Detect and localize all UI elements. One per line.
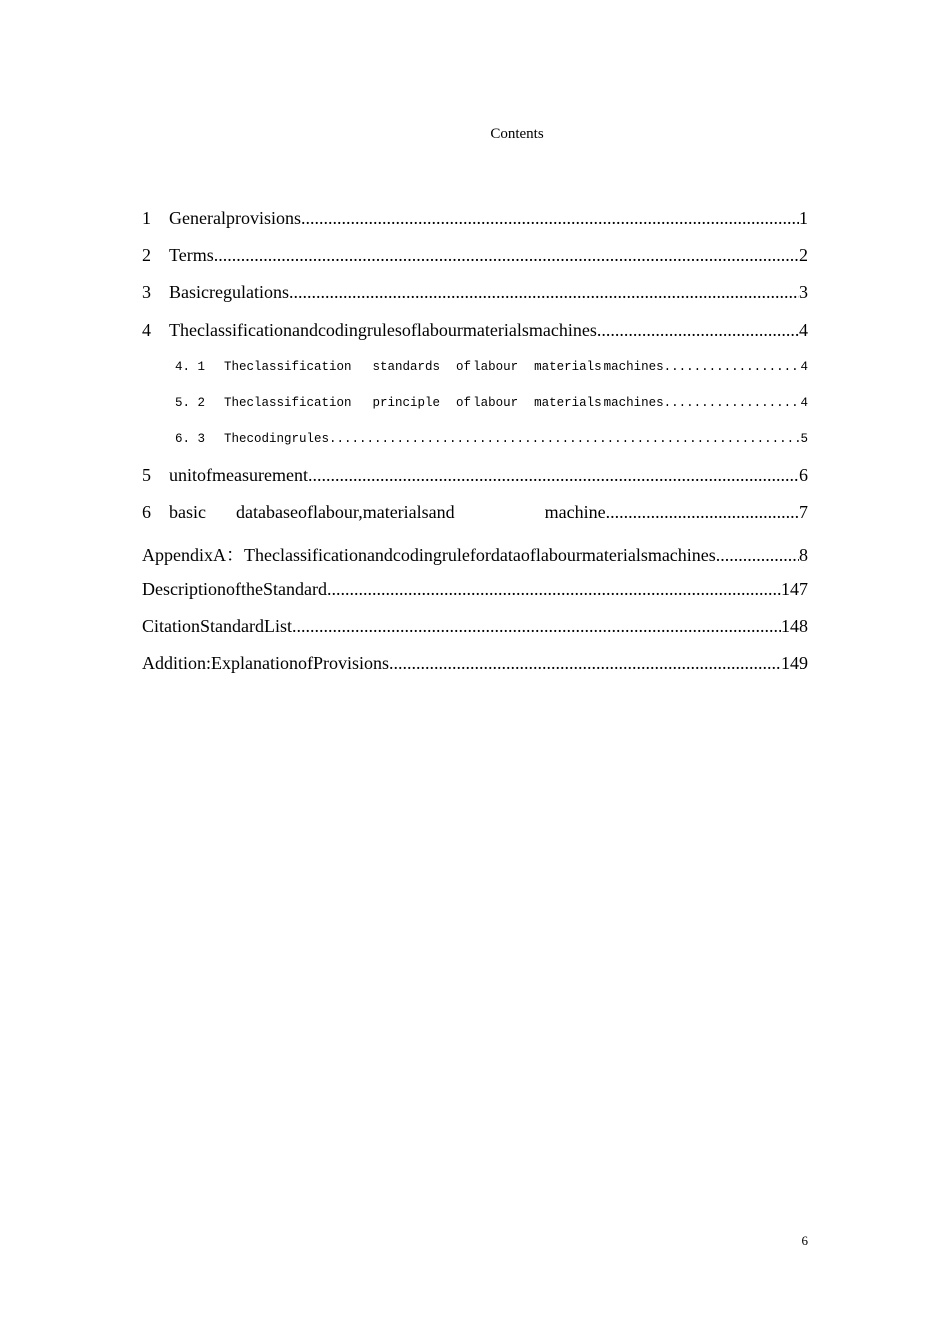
toc-appendix-page: 148 <box>781 616 808 636</box>
page-title: Contents <box>490 126 544 142</box>
dot-leader <box>214 245 799 266</box>
toc-appendix-a[interactable] <box>142 541 808 565</box>
toc-subentry-coding-rules[interactable] <box>175 432 808 450</box>
label-word: labour <box>473 360 519 374</box>
label-word: Theclassification <box>224 396 352 410</box>
toc-subentry-label <box>224 396 664 410</box>
label-word: machine <box>544 502 606 522</box>
toc-citation-standard-list[interactable] <box>142 616 808 640</box>
dot-leader <box>606 502 799 523</box>
label-word: principle <box>372 396 441 410</box>
toc-entry-label: Generalprovisions <box>169 208 301 228</box>
toc-appendix-label: AppendixA：Theclassificationandcodingrulefordataoflabourmaterialsmachines <box>142 545 716 565</box>
dot-leader <box>716 545 799 565</box>
toc-entry-terms[interactable] <box>142 245 808 269</box>
label-word: labour <box>473 396 519 410</box>
toc-entry-label: unitofmeasurement <box>169 465 308 485</box>
label-word: standards <box>372 360 441 374</box>
toc-entry-page: 3 <box>799 282 808 302</box>
label-word: Theclassification <box>224 360 352 374</box>
toc-entry-number: 2 <box>142 245 151 265</box>
toc-subentry-label: Thecodingrules <box>224 432 330 446</box>
toc-entry-label <box>169 502 606 523</box>
toc-entry-page: 7 <box>799 502 808 522</box>
toc-entry-number: 6 <box>142 502 151 522</box>
dot-leader <box>664 396 801 410</box>
toc-subentry-page: 4 <box>800 396 808 410</box>
label-word: of <box>456 396 472 410</box>
dot-leader <box>664 360 801 374</box>
toc-entry-page: 1 <box>799 208 808 228</box>
toc-subentry-number: 6. 3 <box>175 432 206 446</box>
toc-entry-page: 2 <box>799 245 808 265</box>
label-word: of <box>456 360 472 374</box>
toc-subentry-label <box>224 360 664 374</box>
toc-subentry-number: 5. 2 <box>175 396 206 410</box>
dot-leader <box>292 616 781 637</box>
toc-entry-general-provisions[interactable] <box>142 208 808 232</box>
toc-appendix-page: 8 <box>799 545 808 565</box>
dot-leader <box>327 579 781 600</box>
toc-entry-basic-database[interactable] <box>142 502 808 526</box>
toc-entry-unit-of-measurement[interactable] <box>142 465 808 489</box>
dot-leader <box>389 653 781 674</box>
toc-entry-number: 1 <box>142 208 151 228</box>
toc-description-of-standard[interactable] <box>142 579 808 603</box>
toc-subentry-page: 4 <box>800 360 808 374</box>
footer-page-number: 6 <box>801 1233 808 1248</box>
toc-entry-page: 6 <box>799 465 808 485</box>
toc-subentry-classification-standards[interactable] <box>175 360 808 378</box>
toc-entry-classification-rules[interactable] <box>142 320 808 344</box>
toc-appendix-label: Addition:ExplanationofProvisions <box>142 653 389 673</box>
toc-entry-number: 4 <box>142 320 151 340</box>
toc-appendix-page: 149 <box>781 653 808 673</box>
toc-appendix-label: DescriptionoftheStandard <box>142 579 327 599</box>
toc-entry-label: Theclassificationandcodingrulesoflabourmaterialsmachines <box>169 320 597 340</box>
toc-explanation-of-provisions[interactable] <box>142 653 808 677</box>
dot-leader <box>308 465 799 486</box>
dot-leader <box>329 432 800 446</box>
label-word: machines <box>603 396 664 410</box>
toc-appendix-label: CitationStandardList <box>142 616 292 636</box>
dot-leader <box>289 282 799 303</box>
toc-entry-number: 5 <box>142 465 151 485</box>
dot-leader <box>301 208 799 229</box>
label-word: basic <box>169 502 206 522</box>
label-word: materials <box>534 360 602 374</box>
label-word: machines <box>603 360 664 374</box>
toc-subentry-classification-principle[interactable] <box>175 396 808 414</box>
label-word: materials <box>534 396 602 410</box>
toc-entry-basic-regulations[interactable] <box>142 282 808 306</box>
toc-entry-label: Terms <box>169 245 214 265</box>
toc-entry-label: Basicregulations <box>169 282 289 302</box>
label-word: databaseoflabour,materialsand <box>235 502 455 522</box>
toc-entry-page: 4 <box>799 320 808 340</box>
dot-leader <box>597 320 799 341</box>
toc-subentry-page: 5 <box>800 432 808 446</box>
toc-subentry-number: 4. 1 <box>175 360 206 374</box>
toc-appendix-page: 147 <box>781 579 808 599</box>
toc-entry-number: 3 <box>142 282 151 302</box>
